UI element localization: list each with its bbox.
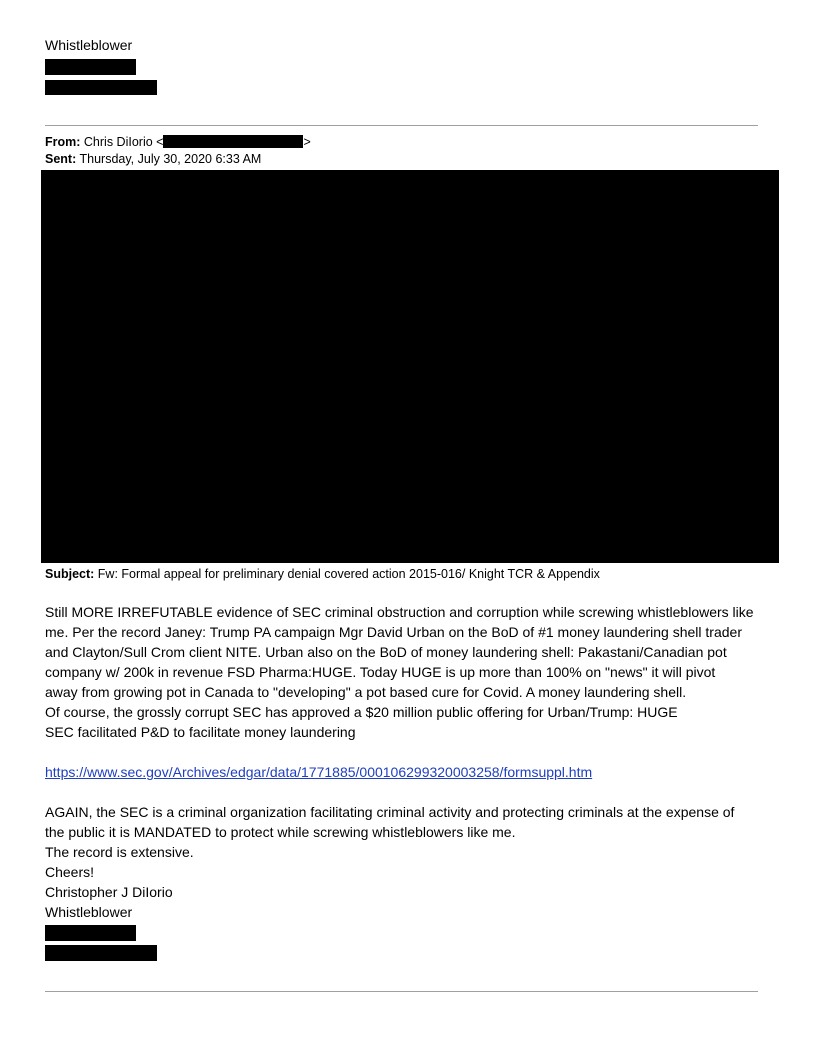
subject-label: Subject:	[45, 567, 95, 581]
subject-line	[45, 567, 600, 581]
sec-filing-link[interactable]: https://www.sec.gov/Archives/edgar/data/1771885/000106299320003258/formsuppl.htm	[45, 764, 593, 780]
from-name: Chris DiIorio <	[83, 135, 164, 149]
body-line: Christopher J DiIorio	[45, 884, 173, 900]
body-paragraph-2	[45, 802, 785, 922]
body-line: and Clayton/Sull Crom client NITE. Urban also on the BoD of money laundering shell: Pakastani/Canadian pot	[45, 644, 727, 660]
body-line: SEC facilitated P&D to facilitate money laundering	[45, 724, 356, 740]
header-signature-name: Whistleblower	[45, 37, 133, 53]
divider-bottom	[45, 991, 758, 992]
body-line: Cheers!	[45, 864, 95, 880]
divider-top	[45, 125, 758, 126]
redaction-bar	[45, 59, 136, 75]
link-line	[45, 762, 785, 782]
body-line: Whistleblower	[45, 904, 133, 920]
redaction-block	[41, 170, 779, 563]
body-line: me. Per the record Janey: Trump PA campaign Mgr David Urban on the BoD of #1 money laundering shell trader	[45, 624, 742, 640]
body-line: the public it is MANDATED to protect while screwing whistleblowers like me.	[45, 824, 516, 840]
subject-value: Fw: Formal appeal for preliminary denial covered action 2015-016/ Knight TCR & Appendix	[97, 567, 600, 581]
body-line: company w/ 200k in revenue FSD Pharma:HUGE. Today HUGE is up more than 100% on "news" it will pivot	[45, 664, 716, 680]
sent-line	[45, 152, 261, 166]
redaction-bar	[45, 80, 157, 95]
sent-label: Sent:	[45, 152, 77, 166]
sent-value: Thursday, July 30, 2020 6:33 AM	[79, 152, 262, 166]
body-line: Still MORE IRREFUTABLE evidence of SEC criminal obstruction and corruption while screwing whistleblowers like	[45, 604, 754, 620]
body-line: Of course, the grossly corrupt SEC has approved a $20 million public offering for Urban/Trump: HUGE	[45, 704, 678, 720]
body-line: AGAIN, the SEC is a criminal organization facilitating criminal activity and protecting criminals at the expense of	[45, 804, 735, 820]
body-line: The record is extensive.	[45, 844, 194, 860]
body-paragraph-1	[45, 602, 785, 742]
redaction-bar	[45, 925, 136, 941]
body-line: away from growing pot in Canada to "developing" a pot based cure for Covid. A money laundering shell.	[45, 684, 687, 700]
from-close: >	[303, 135, 311, 149]
redaction-bar	[163, 135, 303, 148]
from-label: From:	[45, 135, 81, 149]
redaction-bar	[45, 945, 157, 961]
from-line	[45, 135, 311, 149]
